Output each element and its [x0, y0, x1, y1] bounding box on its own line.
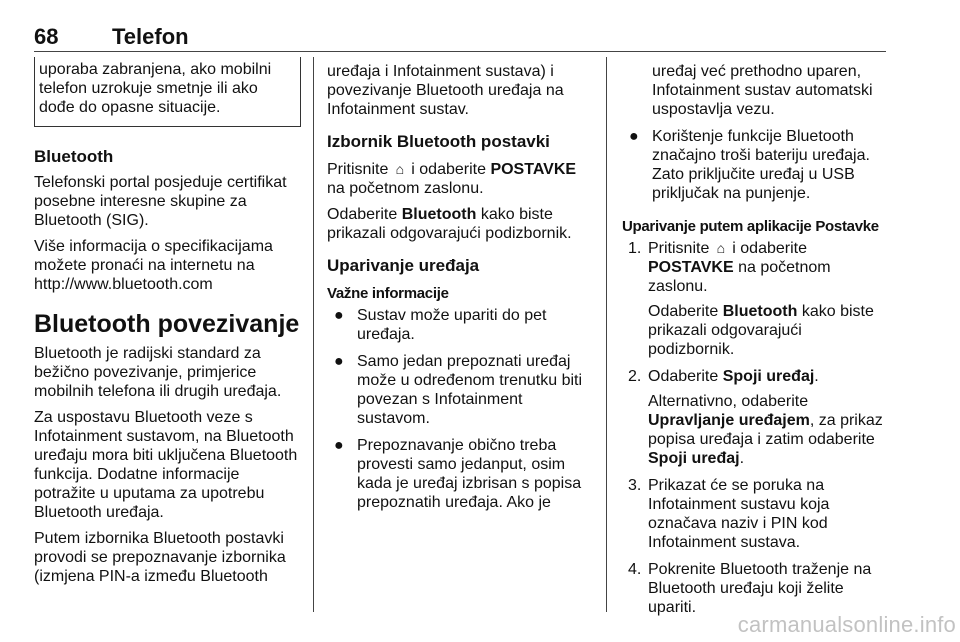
bullet-icon: ● [334, 353, 344, 370]
section-title: Telefon [112, 24, 189, 49]
home-icon: ⌂ [395, 161, 405, 177]
list-item: ● Korištenje funkcije Bluetooth značajno troši bateriju uređaja. Zato priključite uređaj u USB priključak na punjenje. [629, 128, 870, 202]
heading-izbornik-postavki: Izbornik Bluetooth postavki [327, 132, 550, 151]
header-rule [34, 51, 886, 52]
menu-term-bluetooth: Bluetooth [722, 303, 798, 320]
bullet-icon: ● [629, 128, 639, 145]
watermark: carmanualsonline.info [737, 612, 956, 637]
steps-list [622, 239, 892, 617]
column-3 [622, 62, 892, 625]
menu-term-postavke: POSTAVKE [490, 161, 577, 178]
bullet-icon: ● [334, 307, 344, 324]
bullet-icon: ● [334, 437, 344, 454]
menu-term-spoji-uredaj: Spoji uređaj [648, 450, 740, 467]
note-line: dođe do opasne situacije. [39, 99, 221, 116]
paragraph: Odaberite Bluetooth kako biste prikazali odgovarajući podizbornik. [327, 206, 572, 242]
note-line: telefon uzrokuje smetnje ili ako [39, 80, 258, 97]
paragraph: Za uspostavu Bluetooth veze s Infotainment sustavom, na Bluetooth uređaju mora biti uključena Bluetooth funkcija. Dodatne informacije potražite u uputama za upotrebu Bluetooth uređaja. [34, 409, 298, 521]
paragraph: Putem izbornika Bluetooth postavki provodi se prepoznavanje izbornika (izmjena PIN-a između Bluetooth [34, 530, 286, 585]
menu-term-bluetooth: Bluetooth [401, 206, 477, 223]
heading-uparivanje: Uparivanje uređaja [327, 256, 480, 275]
note-line: uporaba zabranjena, ako mobilni [39, 61, 272, 78]
paragraph: Bluetooth je radijski standard za bežično povezivanje, primjerice mobilnih telefona ili drugih uređaja. [34, 345, 282, 400]
paragraph: Telefonski portal posjeduje certifikat posebne interesne skupine za Bluetooth (SIG). [34, 174, 287, 229]
step-item: 1. Pritisnite ⌂ i odaberite POSTAVKE na početnom zaslonu. Odaberite Bluetooth kako biste prikazali odgovarajući podizbornik. [628, 240, 874, 358]
list-item: ● Sustav može upariti do pet uređaja. [334, 307, 547, 343]
column-divider-1 [313, 57, 314, 612]
column-divider-2 [606, 57, 607, 612]
list-item: ● Prepoznavanje obično treba provesti samo jedanput, osim kada je uređaj izbrisan s popisa prepoznatih uređaja. Ako je [334, 437, 582, 511]
heading-bluetooth: Bluetooth [34, 147, 114, 166]
column-2 [327, 62, 589, 520]
paragraph: Više informacija o specifikacijama možete pronaći na internetu na http://www.bluetooth.com [34, 238, 273, 293]
menu-term-upravljanje: Upravljanje uređajem [648, 412, 810, 429]
heading-bluetooth-povezivanje: Bluetooth povezivanje [34, 310, 300, 338]
paragraph: uređaja i Infotainment sustava) i povezivanje Bluetooth uređaja na Infotainment sustav. [327, 63, 564, 118]
page-number: 68 [34, 24, 59, 49]
heading-vazne-informacije: Važne informacije [327, 285, 449, 302]
menu-term-spoji-uredaj: Spoji uređaj [722, 368, 815, 385]
home-icon: ⌂ [716, 240, 726, 256]
step-item: 3. Prikazat će se poruka na Infotainment sustavu koja označava naziv i PIN kod Infotainment sustava. [628, 477, 830, 551]
bullet-continuation: uređaj već prethodno uparen, Infotainment sustav automatski uspostavlja vezu. [652, 63, 873, 118]
info-bullet-list-2 [622, 127, 892, 203]
column-1 [34, 62, 302, 593]
list-item: ● Samo jedan prepoznati uređaj može u određenom trenutku biti povezan s Infotainment sustavom. [334, 353, 583, 427]
paragraph: Pritisnite ⌂ i odaberite POSTAVKE na početnom zaslonu. [327, 161, 577, 197]
step-item: 4. Pokrenite Bluetooth traženje na Bluetooth uređaju koji želite upariti. [628, 561, 872, 616]
page-header [34, 24, 886, 52]
warning-note-box [34, 57, 301, 127]
heading-uparivanje-aplikacija: Uparivanje putem aplikacije Postavke [622, 218, 879, 235]
step-item: 2. Odaberite Spoji uređaj. Alternativno, odaberite Upravljanje uređajem, za prikaz popisa uređaja i zatim odaberite Spoji uređaj. [628, 368, 883, 467]
menu-term-postavke: POSTAVKE [648, 259, 734, 276]
info-bullet-list [327, 306, 589, 512]
